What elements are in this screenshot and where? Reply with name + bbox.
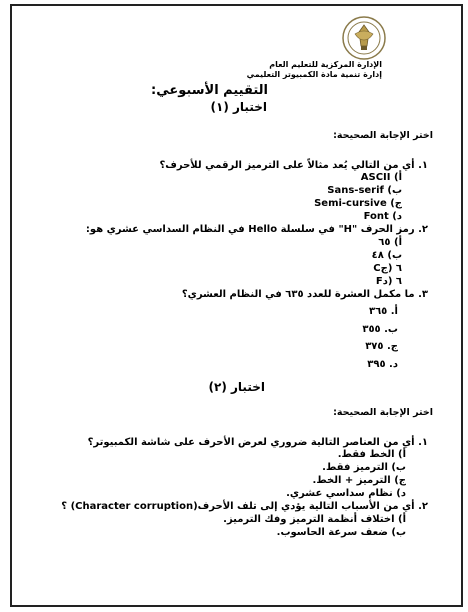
org-line-2: إدارة تنمية مادة الكمبيوتر التعليمي bbox=[246, 70, 382, 79]
test2-q1-option-a[interactable]: أ) الخط فقط. bbox=[337, 449, 406, 460]
test2-instruction: اختر الإجابة الصحيحة: bbox=[333, 407, 433, 418]
test1-q2-option-a[interactable]: أ) ٦٥ bbox=[378, 237, 402, 248]
test1-q3-option-a[interactable]: أ. ٣٦٥ bbox=[368, 306, 398, 317]
test1-q1-option-c[interactable]: Semi-cursive (ج bbox=[314, 198, 402, 209]
test2-q1-option-c[interactable]: ج) الترميز + الخط. bbox=[312, 475, 406, 486]
test2-title: اختبار (٢) bbox=[208, 380, 265, 394]
test2-q2-option-a[interactable]: أ) اختلاف أنظمة الترميز وفك الترميز. bbox=[223, 514, 406, 525]
test1-q1-option-a[interactable]: ASCII (أ bbox=[360, 172, 402, 183]
test1-q2-option-d[interactable]: F٦ (د bbox=[375, 276, 402, 287]
test1-q3-option-d[interactable]: د. ٣٩٥ bbox=[367, 359, 398, 370]
test2-q2-text: ٢. أي من الأسباب التالية يؤدي إلى تلف الأحرف(Character corruption) ؟ bbox=[61, 501, 428, 512]
test1-q3-option-c[interactable]: ج. ٣٧٥ bbox=[365, 341, 398, 352]
test1-q3-text: ٣. ما مكمل العشرة للعدد ٦٣٥ في النظام العشري؟ bbox=[181, 289, 428, 300]
test1-q2-option-c[interactable]: C٦ (ج bbox=[373, 263, 402, 274]
test1-q1-text: ١. أي من التالي يُعد مثالاً على الترميز الرقمي للأحرف؟ bbox=[159, 160, 428, 171]
org-line-1: الإدارة المركزية للتعليم العام bbox=[269, 60, 382, 69]
test1-instruction: اختر الإجابة الصحيحة: bbox=[333, 130, 433, 141]
test1-q1-option-b[interactable]: Sans-serif (ب bbox=[327, 185, 402, 196]
test2-q1-text: ١. أي من العناصر التالية ضروري لعرض الأحرف على شاشة الكمبيوتر؟ bbox=[87, 437, 428, 448]
test1-q1-option-d[interactable]: Font (د bbox=[363, 211, 402, 222]
test1-q3-option-b[interactable]: ب. ٣٥٥ bbox=[362, 324, 398, 335]
page-title: التقييم الأسبوعي: bbox=[151, 83, 268, 98]
test2-q1-option-d[interactable]: د) نظام سداسي عشري. bbox=[286, 488, 406, 499]
test1-q2-text: ٢. رمز الحرف "H" في سلسلة Hello في النظام السداسي عشري هو: bbox=[85, 224, 428, 235]
test2-q2-option-b[interactable]: ب) ضعف سرعة الحاسوب. bbox=[276, 527, 406, 538]
ministry-logo-icon bbox=[342, 16, 386, 60]
test1-q2-option-b[interactable]: ب) ٤٨ bbox=[371, 250, 402, 261]
test2-q1-option-b[interactable]: ب) الترميز فقط. bbox=[322, 462, 406, 473]
test1-title: اختبار (١) bbox=[210, 100, 267, 114]
